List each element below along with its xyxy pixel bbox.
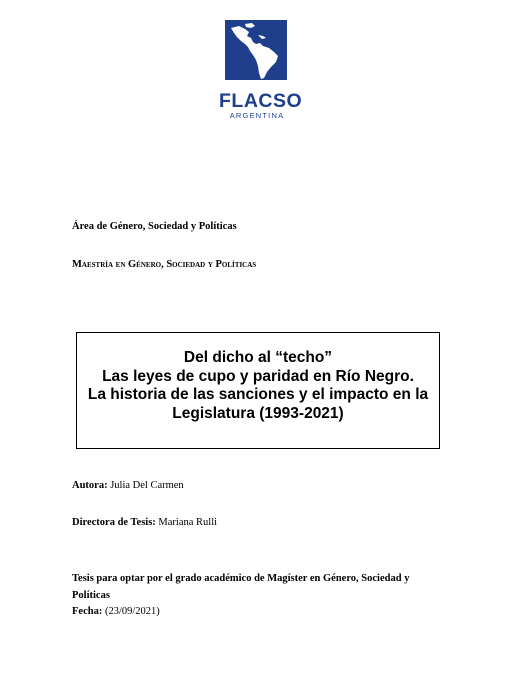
flacso-logo [219, 20, 303, 120]
director-label: Directora de Tesis: [72, 517, 156, 528]
thesis-statement [72, 570, 448, 604]
director-line [72, 517, 217, 528]
author-label: Autora: [72, 480, 108, 491]
date-value: (23/09/2021) [104, 606, 160, 617]
thesis-line-1: Tesis para optar por el grado académico de Magíster en Género, Sociedad y [72, 573, 410, 584]
author-name: Julia Del Carmen [110, 480, 184, 491]
logo-country: ARGENTINA [229, 111, 285, 120]
latin-america-map-icon [225, 20, 287, 80]
title-line-2: Las leyes de cupo y paridad en Río Negro. [102, 367, 414, 385]
thesis-title-box [76, 332, 440, 449]
logo-name: FLACSO [219, 90, 303, 112]
title-line-1: Del dicho al “techo” [183, 349, 333, 366]
title-line-4: Legislatura (1993-2021) [172, 404, 344, 422]
date-line [72, 606, 160, 617]
program-heading: Maestría en Género, Sociedad y Políticas [72, 259, 257, 270]
author-line [72, 480, 184, 491]
area-heading: Área de Género, Sociedad y Políticas [72, 221, 237, 232]
director-name: Mariana Rulli [158, 517, 218, 528]
thesis-line-2: Políticas [72, 590, 110, 601]
date-label: Fecha: [72, 606, 103, 617]
title-line-3: La historia de las sanciones y el impacto en la [87, 386, 429, 403]
